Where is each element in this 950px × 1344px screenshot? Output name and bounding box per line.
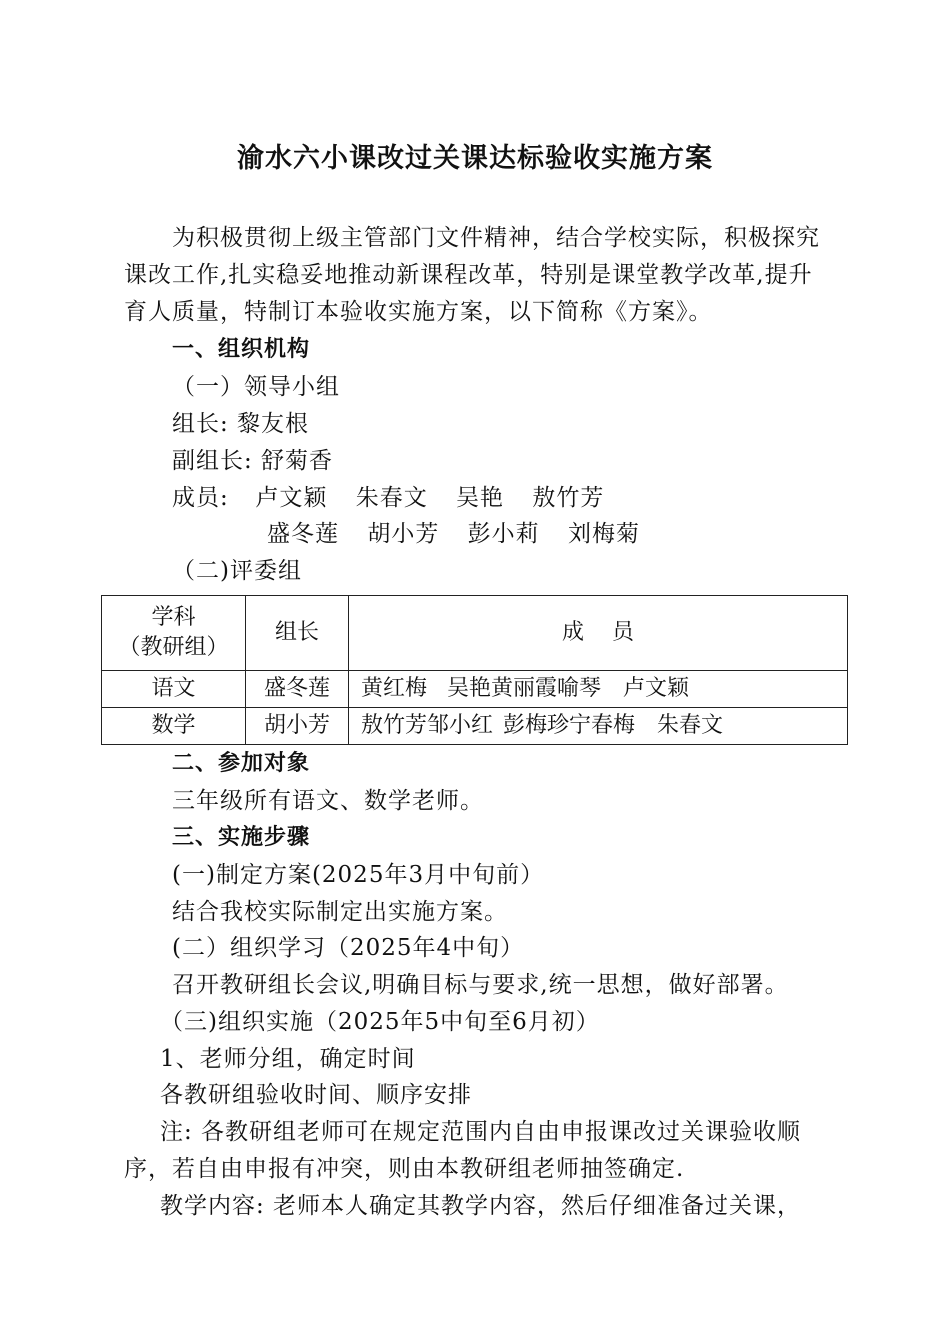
jury-table bbox=[101, 595, 848, 745]
row-leader: 盛冬莲 bbox=[246, 671, 349, 708]
teaching-content-line: 教学内容: 老师本人确定其教学内容，然后仔细准备过关课， bbox=[160, 1193, 802, 1219]
member-name: 吴艳 bbox=[456, 485, 504, 511]
step-3-heading: （三)组织实施（2025年5中旬至6月初） bbox=[160, 1009, 600, 1035]
table-row bbox=[102, 671, 848, 708]
section-2-heading: 二、参加对象 bbox=[172, 751, 311, 776]
member-names: 吴艳黄丽霞喻琴 bbox=[447, 676, 602, 701]
member-name: 彭小莉 bbox=[467, 521, 540, 547]
section-2-text: 三年级所有语文、数学老师。 bbox=[172, 788, 484, 814]
section-1-heading: 一、组织机构 bbox=[172, 337, 311, 362]
row-members bbox=[349, 708, 848, 745]
intro-line-3: 育人质量，特制订本验收实施方案，以下简称《方案》。 bbox=[124, 299, 713, 325]
header-leader: 组长 bbox=[246, 596, 349, 671]
members-row-1 bbox=[172, 483, 604, 513]
member-names: 彭梅珍宁春梅 bbox=[503, 713, 636, 738]
members-row-2 bbox=[267, 519, 640, 549]
intro-line-1: 为积极贯彻上级主管部门文件精神，结合学校实际，积极探究 bbox=[172, 225, 820, 251]
header-members: 成 员 bbox=[349, 596, 848, 671]
header-subject-line-2: （教研组） bbox=[118, 635, 229, 660]
member-name: 卢文颖 bbox=[255, 485, 328, 511]
item-1-text: 各教研组验收时间、顺序安排 bbox=[160, 1082, 472, 1108]
note-line-1: 注: 各教研组老师可在规定范围内自由申报课改过关课验收顺 bbox=[160, 1119, 802, 1145]
member-name: 敖竹芳 bbox=[532, 485, 605, 511]
table-header-row bbox=[102, 596, 848, 671]
member-name: 刘梅菊 bbox=[567, 521, 640, 547]
section-3-heading: 三、实施步骤 bbox=[172, 825, 311, 850]
intro-line-2: 课改工作,扎实稳妥地推动新课程改革，特别是课堂教学改革,提升 bbox=[124, 262, 813, 288]
row-leader: 胡小芳 bbox=[246, 708, 349, 745]
group-leader: 组长: 黎友根 bbox=[172, 411, 310, 437]
step-2-text: 召开教研组长会议,明确目标与要求,统一思想，做好部署。 bbox=[172, 972, 789, 998]
item-1-heading: 1、老师分组，确定时间 bbox=[160, 1046, 416, 1072]
header-subject bbox=[102, 596, 246, 671]
row-subject: 语文 bbox=[102, 671, 246, 708]
step-2-heading: (二）组织学习（2025年4中旬） bbox=[172, 935, 525, 961]
note-line-2: 序，若自由申报有冲突，则由本教研组老师抽签确定. bbox=[124, 1156, 685, 1182]
page-title: 渝水六小课改过关课达标验收实施方案 bbox=[237, 143, 713, 174]
member-names: 卢文颖 bbox=[623, 676, 690, 701]
row-members bbox=[349, 671, 848, 708]
step-1-heading: (一)制定方案(2025年3月中旬前） bbox=[172, 862, 545, 888]
member-names: 敖竹芳邹小红 bbox=[361, 713, 494, 738]
member-name: 盛冬莲 bbox=[267, 521, 339, 547]
row-subject: 数学 bbox=[102, 708, 246, 745]
members-label: 成员: bbox=[172, 485, 229, 511]
member-names: 朱春文 bbox=[657, 713, 724, 738]
member-name: 朱春文 bbox=[355, 485, 428, 511]
member-names: 黄红梅 bbox=[361, 676, 428, 701]
step-1-text: 结合我校实际制定出实施方案。 bbox=[172, 899, 508, 925]
vice-group-leader: 副组长: 舒菊香 bbox=[172, 448, 334, 474]
table-row bbox=[102, 708, 848, 745]
header-subject-line-1: 学科 bbox=[151, 605, 196, 630]
jury-group-subheading: （二)评委组 bbox=[172, 558, 302, 584]
member-name: 胡小芳 bbox=[367, 521, 440, 547]
leader-group-subheading: （一）领导小组 bbox=[172, 374, 340, 400]
